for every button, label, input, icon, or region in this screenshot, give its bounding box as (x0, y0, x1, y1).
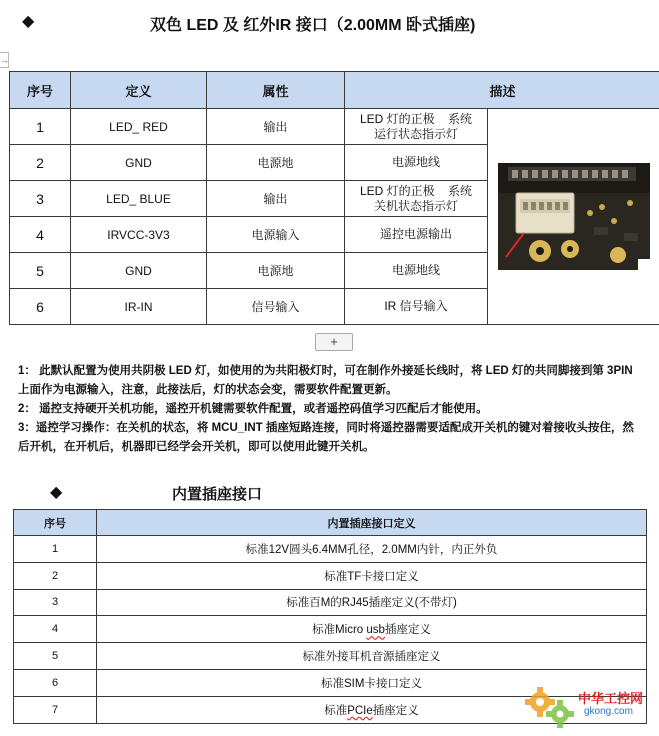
gkong-watermark (522, 684, 656, 730)
definition-text: 标准 (324, 704, 348, 717)
row-attribute: 输出 (207, 109, 345, 145)
row-number: 4 (14, 616, 97, 643)
definition-text: 插座定义 (372, 704, 419, 717)
table-row (14, 562, 647, 589)
row-number: 7 (14, 696, 97, 723)
row-description (345, 253, 488, 289)
row-number: 3 (14, 589, 97, 616)
row-number: 4 (10, 217, 71, 253)
header-attribute: 属性 (207, 72, 345, 109)
table-row (10, 109, 659, 145)
row-attribute: 电源地 (207, 145, 345, 181)
header-definition: 定义 (71, 72, 207, 109)
table-header-row (10, 72, 659, 109)
spellcheck-word: usb (366, 624, 385, 637)
row-description (345, 289, 488, 325)
diamond-bullet-icon: ◆ (50, 484, 63, 501)
definition-text: 标准Micro (312, 624, 367, 637)
row-definition: GND (71, 253, 207, 289)
watermark-url: gkong.com (584, 706, 633, 717)
header-number: 序号 (14, 510, 97, 536)
row-number: 3 (10, 181, 71, 217)
row-number: 5 (14, 643, 97, 670)
description-line: 遥控电源输出 (379, 227, 452, 241)
header-description: 描述 (345, 72, 659, 109)
table-row (14, 589, 647, 616)
row-definition: 标准外接耳机音源插座定义 (97, 643, 647, 670)
note-3: 3：遥控学习操作：在关机的状态，将 MCU_INT 插座短路连接，同时将遥控器需要适配成开关机的键对着接收头按住，然后开机，在开机后，机器即已经学会开关机，即可以使用此键开关机。 (18, 422, 634, 453)
table-row (14, 616, 647, 643)
row-attribute: 信号输入 (207, 289, 345, 325)
description-line: 运行状态指示灯 (373, 126, 458, 141)
row-attribute: 输出 (207, 181, 345, 217)
row-attribute: 电源地 (207, 253, 345, 289)
led-ir-pin-table (9, 71, 659, 325)
row-number: 2 (14, 562, 97, 589)
row-definition: 标准百M的RJ45插座定义(不带灯) (97, 589, 647, 616)
header-definition: 内置插座接口定义 (97, 510, 647, 536)
watermark-site-name: 中华工控网 (578, 691, 644, 706)
gear-logo-icon (522, 684, 578, 730)
row-description (345, 217, 488, 253)
row-number: 5 (10, 253, 71, 289)
row-description (345, 181, 488, 217)
table-row (14, 536, 647, 563)
description-line: LED 灯的正极 系统 (359, 183, 472, 198)
row-definition: LED_ RED (71, 109, 207, 145)
note-2: 2： 遥控支持硬开关机功能，遥控开机键需要软件配置，或者遥控码值学习匹配后才能使用。 (18, 403, 488, 415)
definition-text: 插座定义 (384, 624, 431, 637)
row-definition: IRVCC-3V3 (71, 217, 207, 253)
row-number: 1 (14, 536, 97, 563)
section-heading-led-ir (0, 10, 659, 34)
row-definition: 标准TF卡接口定义 (97, 562, 647, 589)
row-definition: IR-IN (71, 289, 207, 325)
row-description (345, 145, 488, 181)
pcb-connector-image (498, 163, 650, 270)
description-line: 电源地线 (391, 155, 440, 169)
row-definition: 标准SIM卡接口定义 (97, 669, 647, 696)
table-row (14, 643, 647, 670)
description-line: 关机状态指示灯 (373, 198, 458, 213)
row-description (345, 109, 488, 145)
row-definition: 标准12V圆头6.4MM孔径，2.0MM内针，内正外负 (97, 536, 647, 563)
add-row-button[interactable]: + (315, 333, 353, 351)
row-number: 6 (14, 669, 97, 696)
row-number: 2 (10, 145, 71, 181)
connector-photo-cell (488, 109, 659, 325)
connector-board-photo (498, 163, 650, 270)
description-line: LED 灯的正极 系统 (359, 111, 472, 126)
diamond-bullet-icon: ◆ (22, 13, 35, 30)
description-line: IR 信号输入 (384, 299, 448, 313)
row-definition: GND (71, 145, 207, 181)
section-title: 双色 LED 及 红外IR 接口（2.00MM 卧式插座) (150, 17, 476, 34)
table-header-row (14, 510, 647, 536)
row-number: 6 (10, 289, 71, 325)
row-definition: LED_ BLUE (71, 181, 207, 217)
row-definition (97, 616, 647, 643)
notes-block (18, 362, 638, 457)
row-attribute: 电源输入 (207, 217, 345, 253)
header-number: 序号 (10, 72, 71, 109)
section-heading-internal-sockets (0, 482, 659, 504)
note-1: 1： 此默认配置为使用共阴极 LED 灯，如使用的为共阳极灯时，可在制作外接延长线时，将 LED 灯的共同脚接到第 3PIN 上面作为电源输入，注意，此接法后，灯的状态会变，需要软件配置更新。 (18, 365, 633, 396)
spellcheck-word: PCIe (347, 704, 373, 717)
row-number: 1 (10, 109, 71, 145)
expand-arrow-icon[interactable]: → (0, 52, 9, 68)
description-line: 电源地线 (391, 263, 440, 277)
section-title: 内置插座接口 (172, 486, 263, 503)
